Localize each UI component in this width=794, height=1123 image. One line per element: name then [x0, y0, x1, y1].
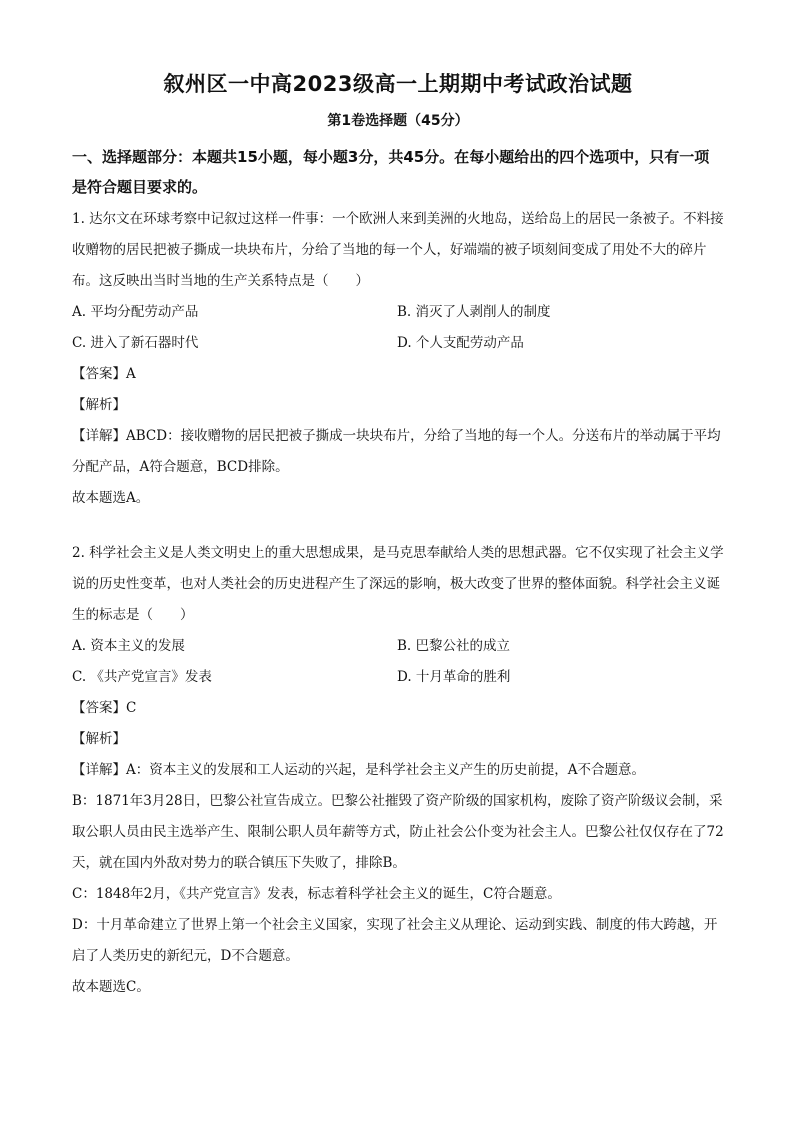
- question-1: [72, 204, 724, 514]
- question-2: [72, 538, 724, 1003]
- detail-paragraph: B：1871年3月28日，巴黎公社宣告成立。巴黎公社摧毁了资产阶级的国家机构，废除了资产阶级议会制，采取公职人员由民主选举产生、限制公职人员年薪等方式，防止社会公仆变为社会主人。巴黎公社仅仅存在了72天，就在国内外敌对势力的联合镇压下失败了，排除B。: [72, 793, 724, 871]
- option-list: [72, 631, 724, 693]
- option-a: A. 资本主义的发展: [72, 638, 185, 654]
- document-page: [72, 68, 724, 1003]
- section-heading: 一、选择题部分：本题共15小题，每小题3分，共45分。在每小题给出的四个选项中，只有一项是符合题目要求的。: [72, 148, 710, 196]
- detail-paragraph: 【详解】A：资本主义的发展和工人运动的兴起，是科学社会主义产生的历史前提，A不合题意。: [72, 762, 645, 778]
- section-subtitle: 第1卷选择题（45分）: [327, 113, 469, 129]
- question-spacer: [72, 514, 724, 538]
- document-title: 叙州区一中高2023级高一上期期中考试政治试题: [163, 72, 633, 96]
- detail-paragraph: C：1848年2月，《共产党宣言》发表，标志着科学社会主义的诞生，C符合题意。: [72, 886, 561, 902]
- option-d: D. 个人支配劳动产品: [397, 335, 524, 351]
- detail-paragraph: D：十月革命建立了世界上第一个社会主义国家，实现了社会主义从理论、运动到实践、制度的伟大跨越，开启了人类历史的新纪元，D不合题意。: [72, 917, 718, 964]
- detail-paragraph: 【详解】ABCD：接收赠物的居民把被子撕成一块块布片，分给了当地的每一个人。分送布片的举动属于平均分配产品，A符合题意，BCD排除。: [72, 428, 721, 475]
- option-list: [72, 297, 724, 359]
- option-b: B. 巴黎公社的成立: [397, 638, 511, 654]
- question-stem: 1. 达尔文在环球考察中记叙过这样一件事：一个欧洲人来到美洲的火地岛，送给岛上的居民一条被子。不料接收赠物的居民把被子撕成一块块布片，分给了当地的每一个人，好端端的被子顷刻间变成了用处不大的碎片布。这反映出当时当地的生产关系特点是（ ）: [72, 211, 724, 289]
- analysis-label: 【解析】: [72, 731, 126, 747]
- conclusion-line: 故本题选A。: [72, 490, 150, 506]
- option-b: B. 消灭了人剥削人的制度: [397, 304, 551, 320]
- answer-line: 【答案】C: [72, 700, 137, 716]
- question-stem: 2. 科学社会主义是人类文明史上的重大思想成果，是马克思奉献给人类的思想武器。它不仅实现了社会主义学说的历史性变革，也对人类社会的历史进程产生了深远的影响，极大改变了世界的整体面貌。科学社会主义诞生的标志是（ ）: [72, 545, 724, 623]
- option-c: C. 进入了新石器时代: [72, 335, 199, 351]
- conclusion-line: 故本题选C。: [72, 979, 150, 995]
- answer-line: 【答案】A: [72, 366, 136, 382]
- analysis-label: 【解析】: [72, 397, 126, 413]
- option-a: A. 平均分配劳动产品: [72, 304, 199, 320]
- option-d: D. 十月革命的胜利: [397, 669, 511, 685]
- option-c: C. 《共产党宣言》发表: [72, 669, 212, 685]
